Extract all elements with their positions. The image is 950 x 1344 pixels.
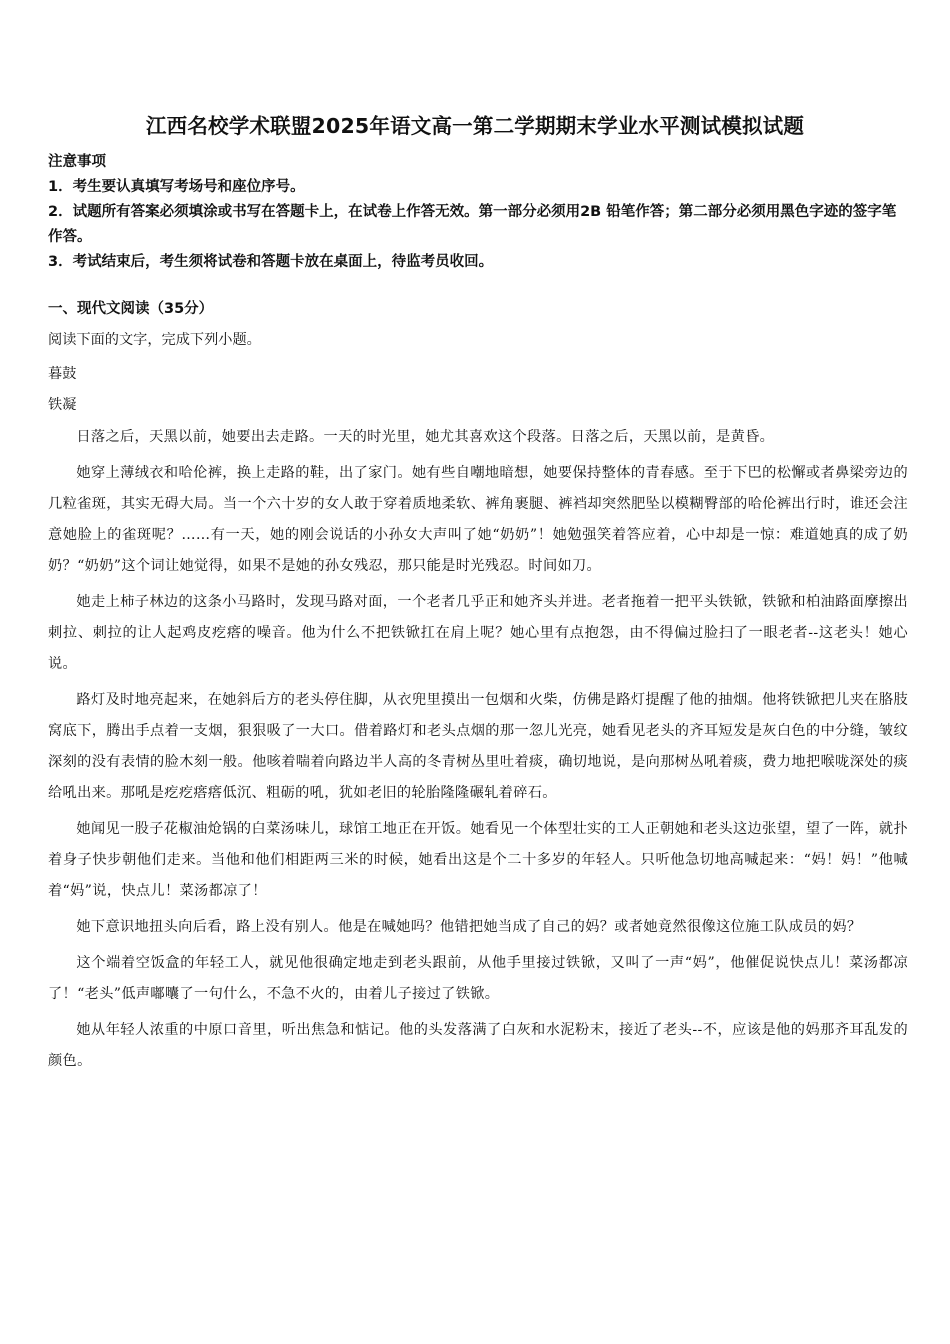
passage-paragraph: 这个端着空饭盒的年轻工人，就见他很确定地走到老头跟前，从他手里接过铁锨，又叫了一声“妈”，他催促说快点儿！菜汤都凉了！“老头”低声嘟囔了一句什么，不急不火的，由着儿子接过了铁锨。 xyxy=(48,955,908,1002)
notes-item: 1．考生要认真填写考场号和座位序号。 xyxy=(48,179,305,195)
passage-paragraph: 她穿上薄绒衣和哈伦裤，换上走路的鞋，出了家门。她有些自嘲地暗想，她要保持整体的青春感。至于下巴的松懈或者鼻梁旁边的几粒雀斑，其实无碍大局。当一个六十岁的女人敢于穿着质地柔软、裤角裹腿、裤裆却突然肥坠以模糊臀部的哈伦裤出行时，谁还会注意她脸上的雀斑呢？……有一天，她的刚会说话的小孙女大声叫了她“奶奶”！她勉强笑着答应着，心中却是一惊：难道她真的成了奶奶？“奶奶”这个词让她觉得，如果不是她的孙女残忍，那只能是时光残忍。时间如刀。 xyxy=(48,465,908,574)
passage-paragraph: 她下意识地扭头向后看，路上没有别人。他是在喊她吗？他错把她当成了自己的妈？或者她竟然很像这位施工队成员的妈？ xyxy=(76,919,862,935)
reading-instruction: 阅读下面的文字，完成下列小题。 xyxy=(48,332,261,348)
notes-heading: 注意事项 xyxy=(48,154,106,170)
notes-item: 3．考试结束后，考生须将试卷和答题卡放在桌面上，待监考员收回。 xyxy=(48,254,494,270)
section-heading: 一、现代文阅读（35分） xyxy=(48,301,214,317)
notes-block xyxy=(48,150,908,275)
passage-paragraph: 路灯及时地亮起来，在她斜后方的老头停住脚，从衣兜里摸出一包烟和火柴，仿佛是路灯提醒了他的抽烟。他将铁锨把儿夹在胳肢窝底下，腾出手点着一支烟，狠狠吸了一大口。借着路灯和老头点烟的那一忽儿光亮，她看见老头的齐耳短发是灰白色的中分缝，皱纹深刻的没有表情的脸木刻一般。他咳着喘着向路边半人高的冬青树丛里吐着痰，确切地说，是向那树丛吼着痰，费力地把喉咙深处的痰给吼出来。那吼是疙疙瘩瘩低沉、粗砺的吼，犹如老旧的轮胎隆隆碾轧着碎石。 xyxy=(48,692,908,801)
exam-title: 江西名校学术联盟2025年语文高一第二学期期末学业水平测试模拟试题 xyxy=(145,114,805,138)
passage-paragraph: 日落之后，天黑以前，她要出去走路。一天的时光里，她尤其喜欢这个段落。日落之后，天黑以前，是黄昏。 xyxy=(76,429,775,445)
story-author: 铁凝 xyxy=(48,397,77,413)
story-title: 暮鼓 xyxy=(48,366,77,382)
passage-paragraph: 她从年轻人浓重的中原口音里，听出焦急和惦记。他的头发落满了白灰和水泥粉末，接近了老头--不，应该是他的妈那齐耳乱发的颜色。 xyxy=(48,1022,908,1069)
passage-paragraph: 她走上柿子林边的这条小马路时，发现马路对面，一个老者几乎正和她齐头并进。老者拖着一把平头铁锨，铁锨和柏油路面摩擦出刺拉、刺拉的让人起鸡皮疙瘩的噪音。他为什么不把铁锨扛在肩上呢？她心里有点抱怨，由不得偏过脸扫了一眼老者--这老头！她心说。 xyxy=(48,594,908,672)
notes-item: 2．试题所有答案必须填涂或书写在答题卡上，在试卷上作答无效。第一部分必须用2B 铅笔作答；第二部分必须用黑色字迹的签字笔作答。 xyxy=(48,204,897,245)
passage-paragraph: 她闻见一股子花椒油炝锅的白菜汤味儿，球馆工地正在开饭。她看见一个体型壮实的工人正朝她和老头这边张望，望了一阵，就扑着身子快步朝他们走来。当他和他们相距两三米的时候，她看出这是个二十多岁的年轻人。只听他急切地高喊起来：“妈！妈！”他喊着“妈”说，快点儿！菜汤都凉了！ xyxy=(48,821,908,899)
reading-passage xyxy=(48,325,908,1082)
